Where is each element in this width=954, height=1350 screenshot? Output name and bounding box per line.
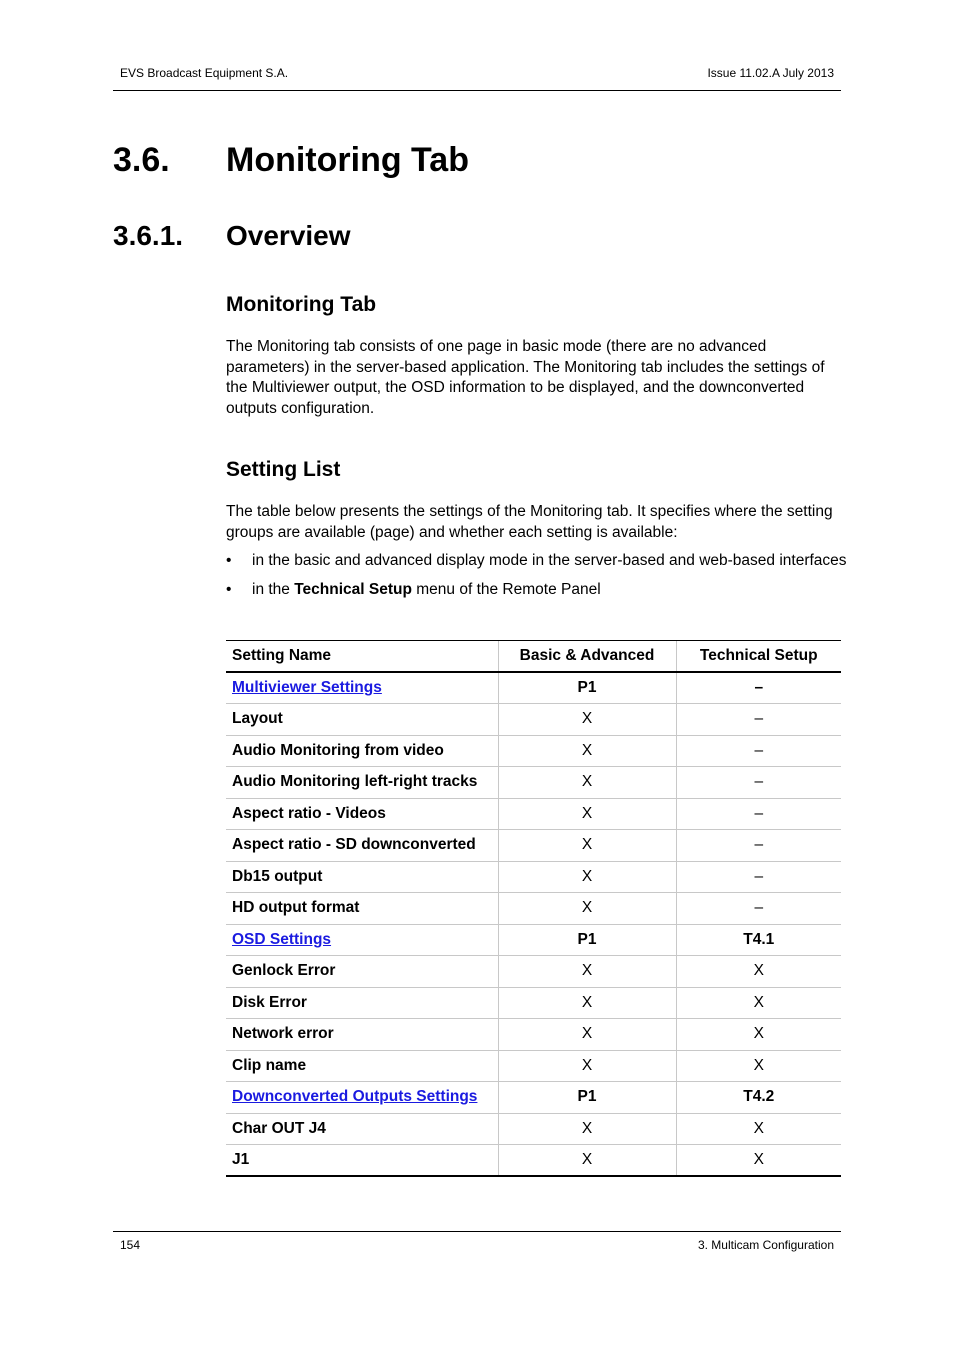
table-header-row [226, 641, 841, 673]
bullet-dot: • [226, 581, 232, 598]
multiviewer-settings-link[interactable]: Multiviewer Settings [232, 679, 382, 696]
table-row [226, 830, 841, 862]
technical-setup-cell: – [676, 798, 841, 830]
page-number: 154 [120, 1238, 141, 1252]
col-setting-name: Setting Name [226, 641, 498, 673]
basic-advanced-cell: X [498, 798, 676, 830]
table-row [226, 956, 841, 988]
header-issue: Issue 11.02.A July 2013 [707, 66, 834, 80]
basic-advanced-cell: P1 [498, 1082, 676, 1114]
table-row [226, 704, 841, 736]
technical-setup-cell: X [676, 987, 841, 1019]
basic-advanced-cell: X [498, 956, 676, 988]
technical-setup-cell: – [676, 861, 841, 893]
setting-list-paragraph: The table below presents the settings of the Monitoring tab. It specifies where the setting groups are available (page) and whether each setting is available: [226, 503, 833, 541]
technical-setup-cell: X [676, 1019, 841, 1051]
table-row [226, 672, 841, 704]
technical-setup-cell: X [676, 1113, 841, 1145]
table-row [226, 1082, 841, 1114]
setting-name-cell: Char OUT J4 [226, 1113, 498, 1145]
basic-advanced-cell: X [498, 1113, 676, 1145]
basic-advanced-cell: X [498, 861, 676, 893]
setting-name-cell: Aspect ratio - Videos [226, 798, 498, 830]
table-row [226, 1019, 841, 1051]
technical-setup-cell: T4.2 [676, 1082, 841, 1114]
header-company: EVS Broadcast Equipment S.A. [120, 66, 289, 80]
setting-name-cell: Genlock Error [226, 956, 498, 988]
bullet-text-post: menu of the Remote Panel [411, 581, 601, 598]
setting-name-cell: Db15 output [226, 861, 498, 893]
bullet-text-pre: in the [252, 581, 295, 598]
table-row [226, 1050, 841, 1082]
setting-name-cell: Layout [226, 704, 498, 736]
section-number: 3.6. [113, 141, 170, 179]
basic-advanced-cell: X [498, 893, 676, 925]
osd-settings-link[interactable]: OSD Settings [232, 930, 332, 948]
technical-setup-cell: T4.1 [676, 924, 841, 956]
setting-name-cell: Audio Monitoring left-right tracks [226, 767, 498, 799]
table-row [226, 767, 841, 799]
technical-setup-cell: X [676, 956, 841, 988]
monitoring-tab-paragraph: The Monitoring tab consists of one page in basic mode (there are no advanced parameters) in the server-based application. The Monitoring tab includes the settings of the Multiviewer output, the OSD information to be displayed, and the downconverted outputs configuration. [226, 338, 825, 417]
basic-advanced-cell: X [498, 830, 676, 862]
basic-advanced-cell: X [498, 1050, 676, 1082]
bullet-dot: • [226, 552, 232, 569]
bullet-text: in the basic and advanced display mode in the server-based and web-based interfaces [252, 552, 847, 569]
table-row [226, 861, 841, 893]
technical-setup-cell: – [676, 893, 841, 925]
table-row [226, 893, 841, 925]
col-basic-advanced: Basic & Advanced [498, 641, 676, 673]
technical-setup-cell: X [676, 1145, 841, 1177]
setting-name-cell [226, 924, 498, 956]
setting-name-cell: Aspect ratio - SD downconverted [226, 830, 498, 862]
technical-setup-bold: Technical Setup [294, 581, 412, 598]
subsection-number: 3.6.1. [113, 220, 184, 251]
section-title: Monitoring Tab [226, 141, 469, 179]
technical-setup-cell: – [676, 704, 841, 736]
bullet-text [252, 580, 601, 600]
footer-chapter: 3. Multicam Configuration [697, 1238, 834, 1252]
basic-advanced-cell: X [498, 767, 676, 799]
basic-advanced-cell: X [498, 987, 676, 1019]
col-technical-setup: Technical Setup [676, 641, 841, 673]
technical-setup-cell: – [676, 735, 841, 767]
table-row [226, 1113, 841, 1145]
basic-advanced-cell: X [498, 1145, 676, 1177]
table-row [226, 735, 841, 767]
settings-table [226, 640, 841, 1177]
monitoring-tab-heading: Monitoring Tab [226, 293, 377, 316]
setting-name-cell: Disk Error [226, 987, 498, 1019]
setting-name-cell: J1 [226, 1145, 498, 1177]
technical-setup-cell: X [676, 1050, 841, 1082]
basic-advanced-cell: X [498, 1019, 676, 1051]
basic-advanced-cell: P1 [498, 672, 676, 704]
table-row [226, 987, 841, 1019]
basic-advanced-cell: X [498, 735, 676, 767]
setting-name-cell: HD output format [226, 893, 498, 925]
table-row [226, 924, 841, 956]
table-row [226, 1145, 841, 1177]
technical-setup-cell: – [676, 672, 841, 704]
downconverted-outputs-settings-link[interactable]: Downconverted Outputs Settings [232, 1088, 478, 1106]
basic-advanced-cell: X [498, 704, 676, 736]
setting-name-cell: Clip name [226, 1050, 498, 1082]
setting-name-cell [226, 672, 498, 704]
table-row [226, 798, 841, 830]
footer-divider [113, 1231, 841, 1232]
setting-name-cell: Network error [226, 1019, 498, 1051]
subsection-title: Overview [226, 220, 351, 251]
technical-setup-cell: – [676, 767, 841, 799]
technical-setup-cell: – [676, 830, 841, 862]
setting-list-heading: Setting List [226, 458, 341, 481]
setting-name-cell [226, 1082, 498, 1114]
header-divider [113, 90, 841, 91]
setting-name-cell: Audio Monitoring from video [226, 735, 498, 767]
basic-advanced-cell: P1 [498, 924, 676, 956]
